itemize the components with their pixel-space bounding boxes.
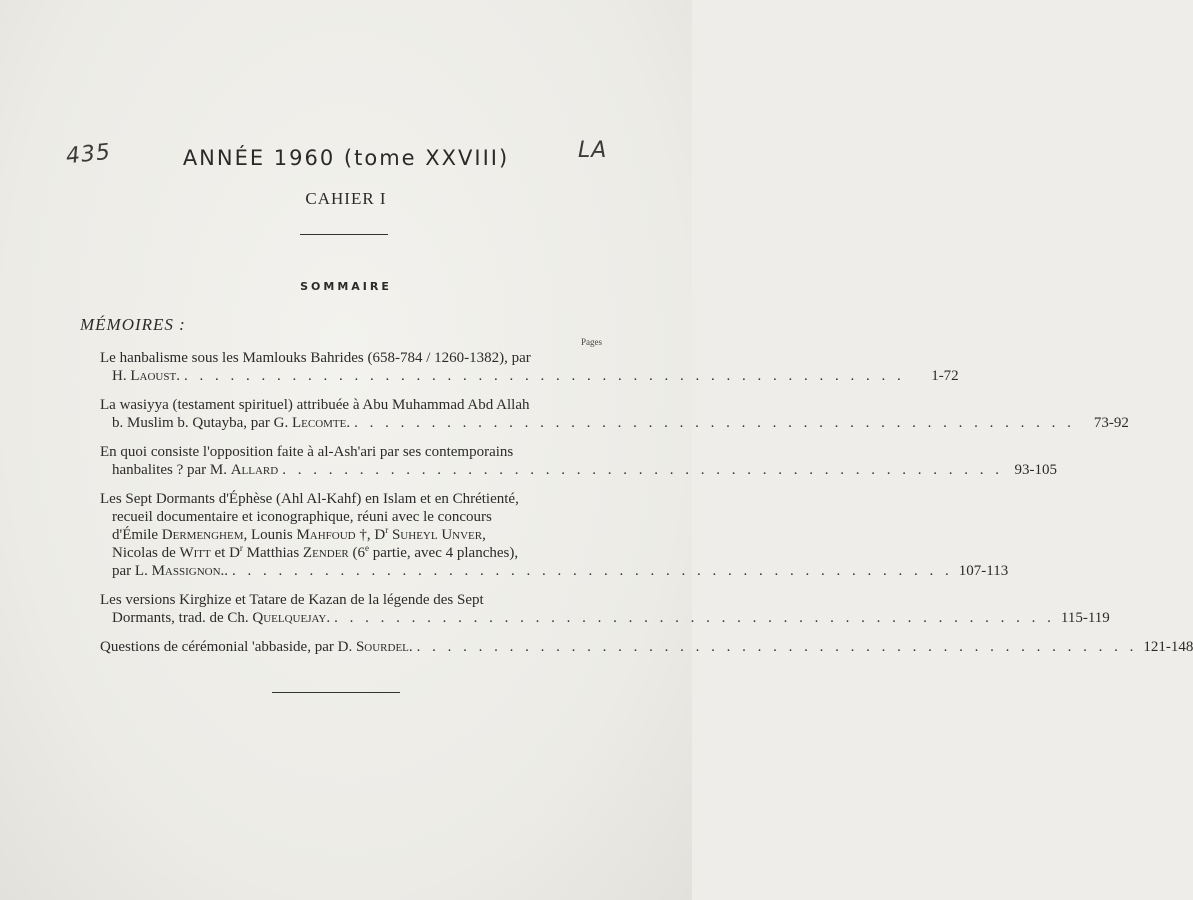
table-of-contents xyxy=(100,349,1193,656)
dot-leader: . . . . . . . . . . . . . . . . . . . . . . . . . . . . . . . . . . . . . . . . . . . . . . . xyxy=(282,462,1003,478)
entry-author: Laoust xyxy=(130,368,177,384)
entry-text-line: La wasiyya (testament spirituel) attribuée à Abu Muhammad Abd Allah xyxy=(100,397,530,413)
handwritten-note-left: 435 xyxy=(64,139,113,170)
entry-pages: 1-72 xyxy=(931,368,959,384)
dot-leader: . . . . . . . . . . . . . . . . . . . . . . . . . . . . . . . . . . . . . . . . . . . . . . . xyxy=(183,368,905,384)
dot-leader: . . . . . . . . . . . . . . . . . . . . . . . . . . . . . . . . . . . . . . . . . . . . . . . xyxy=(416,639,1138,655)
entry-text: b. Muslim b. Qutayba, par G. xyxy=(112,415,292,431)
entry-pages: 73-92 xyxy=(1093,415,1129,431)
entry-text-line: d'Émile Dermenghem, Lounis Mahfoud †, $D^r$ Suheyl Unver, xyxy=(112,525,486,543)
entry-final-line xyxy=(100,562,1009,580)
toc-entry xyxy=(100,349,959,385)
entry-final-line xyxy=(100,414,1129,432)
entry-final-line xyxy=(100,367,959,385)
section-title: MÉMOIRES : xyxy=(80,315,186,334)
dot-leader: . . . . . . . . . . . . . . . . . . . . . . . . . . . . . . . . . . . . . . . . . . . . . . . xyxy=(334,610,1055,626)
page-title: ANNÉE 1960 (tome XXVIII) xyxy=(182,146,510,170)
entry-text: . xyxy=(408,639,413,655)
entry-text-line: recueil documentaire et iconographique, réuni avec le concours xyxy=(112,509,492,525)
entry-author: Massignon xyxy=(151,563,221,579)
entry-text: . xyxy=(326,610,331,626)
toc-entry xyxy=(100,396,1129,432)
entry-text: hanbalites ? par M. xyxy=(112,462,231,478)
entry-author: Quelquejay xyxy=(252,610,327,626)
toc-entry xyxy=(100,591,1110,627)
entry-author: Witt xyxy=(179,545,211,561)
entry-text: Questions de cérémonial 'abbaside, par D. xyxy=(100,639,356,655)
entry-text-line: Les Sept Dormants d'Éphèse (Ahl Al-Kahf) en Islam et en Chrétienté, xyxy=(100,491,519,507)
entry-author: Mahfoud xyxy=(296,527,356,543)
entry-text-line: En quoi consiste l'opposition faite à al-Ash'ari par ses contemporains xyxy=(100,444,514,460)
pages-column-label: Pages xyxy=(581,337,602,347)
entry-author: Sourdel xyxy=(355,639,409,655)
entry-text: . xyxy=(176,368,180,384)
cahier-heading: CAHIER I xyxy=(305,189,387,208)
divider-bottom xyxy=(272,692,400,693)
entry-text-line: Les versions Kirghize et Tatare de Kazan de la légende des Sept xyxy=(100,592,484,608)
toc-entry xyxy=(100,638,1193,656)
dot-leader: . . . . . . . . . . . . . . . . . . . . . . . . . . . . . . . . . . . . . . . . . . . . . . . xyxy=(232,563,953,579)
entry-text: par L. xyxy=(112,563,152,579)
entry-final-line xyxy=(100,461,1057,479)
entry-pages: 115-119 xyxy=(1060,610,1110,626)
entry-pages: 93-105 xyxy=(1014,462,1057,478)
entry-text-line: Le hanbalisme sous les Mamlouks Bahrides (658-784 / 1260-1382), par xyxy=(100,350,531,366)
divider-top xyxy=(300,234,388,235)
entry-final-line xyxy=(100,609,1110,627)
entry-text: Dormants, trad. de Ch. xyxy=(112,610,253,626)
entry-pages: 107-113 xyxy=(958,563,1009,579)
entry-author: Suheyl Unver xyxy=(391,527,483,543)
entry-author: Dermenghem xyxy=(161,527,244,543)
entry-author: Allard xyxy=(230,462,279,478)
entry-text: .. xyxy=(220,563,229,579)
sommaire-heading: SOMMAIRE xyxy=(300,280,392,293)
toc-entry xyxy=(100,443,1057,479)
toc-entry xyxy=(100,490,1009,580)
entry-text-line: Nicolas de Witt et $D^r$ Matthias Zender (6e partie, avec 4 planches), xyxy=(112,543,519,561)
dot-leader: . . . . . . . . . . . . . . . . . . . . . . . . . . . . . . . . . . . . . . . . . . . . . . . xyxy=(354,415,1075,431)
entry-text: H. xyxy=(112,368,131,384)
entry-final-line xyxy=(100,638,1193,656)
entry-pages: 121-148 xyxy=(1143,639,1193,655)
entry-author: Zender xyxy=(302,545,349,561)
entry-text: . xyxy=(346,415,351,431)
entry-author: Lecomte xyxy=(291,415,347,431)
handwritten-note-right: LA xyxy=(578,138,608,163)
